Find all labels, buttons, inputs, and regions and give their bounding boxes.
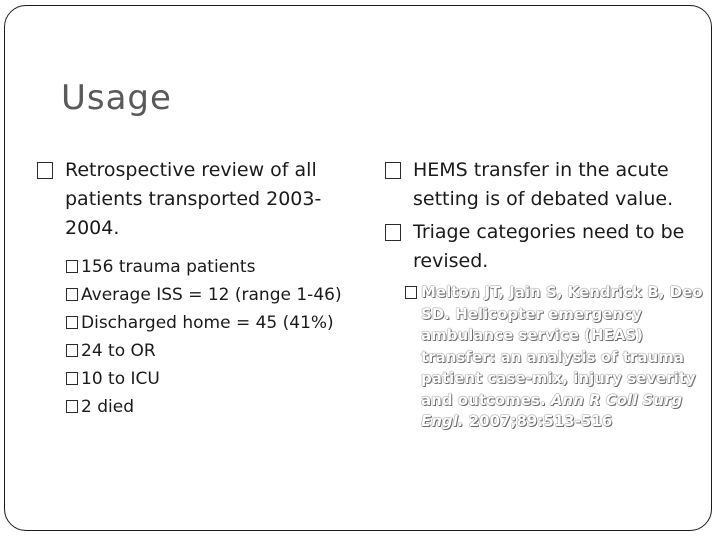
reference-journal: Ann R Coll Surg Engl.	[421, 390, 683, 430]
main-bullet-text: Retrospective review of all patients transported 2003-2004.	[65, 159, 322, 239]
sub-bullet-text: 2 died	[81, 397, 134, 417]
sub-bullet	[35, 337, 375, 365]
sub-bullet-text: 10 to ICU	[81, 369, 160, 389]
main-bullet	[35, 156, 375, 243]
bullet-box-icon	[66, 372, 78, 385]
sub-bullet	[35, 253, 375, 281]
bullet-box-icon	[66, 400, 78, 413]
reference-authors-title: Melton JT, Jain S, Kendrick B, Deo SD. Helicopter emergency ambulance service (HEAS) transfer: an analysis of trauma patient case-mix, injury severity and outcomes.	[421, 283, 703, 409]
sub-bullet	[35, 365, 375, 393]
slide-frame	[4, 5, 712, 531]
bullet-box-icon	[66, 316, 78, 329]
main-bullet	[383, 156, 705, 214]
bullet-box-icon	[66, 344, 78, 357]
slide-title: Usage	[61, 78, 172, 118]
main-bullet	[383, 218, 705, 276]
main-bullet-text: HEMS transfer in the acute setting is of debated value.	[413, 159, 674, 210]
sub-bullet	[35, 393, 375, 421]
reference-volume-pages: 2007;89:513-516	[468, 412, 613, 430]
sub-bullet	[35, 309, 375, 337]
bullet-box-icon	[405, 286, 417, 299]
sub-bullet-text: Average ISS = 12 (range 1-46)	[81, 285, 342, 305]
bullet-box-icon	[37, 162, 53, 179]
sub-bullet-text: 24 to OR	[81, 341, 156, 361]
sub-bullet	[35, 281, 375, 309]
sub-bullet-text: 156 trauma patients	[81, 257, 256, 277]
main-bullet-text: Triage categories need to be revised.	[413, 221, 685, 272]
reference-citation	[383, 282, 705, 433]
bullet-box-icon	[385, 162, 401, 179]
left-column	[35, 156, 375, 421]
sub-bullet-text: Discharged home = 45 (41%)	[81, 313, 334, 333]
bullet-box-icon	[66, 288, 78, 301]
bullet-box-icon	[385, 224, 401, 241]
right-column	[383, 156, 705, 433]
bullet-box-icon	[66, 260, 78, 273]
